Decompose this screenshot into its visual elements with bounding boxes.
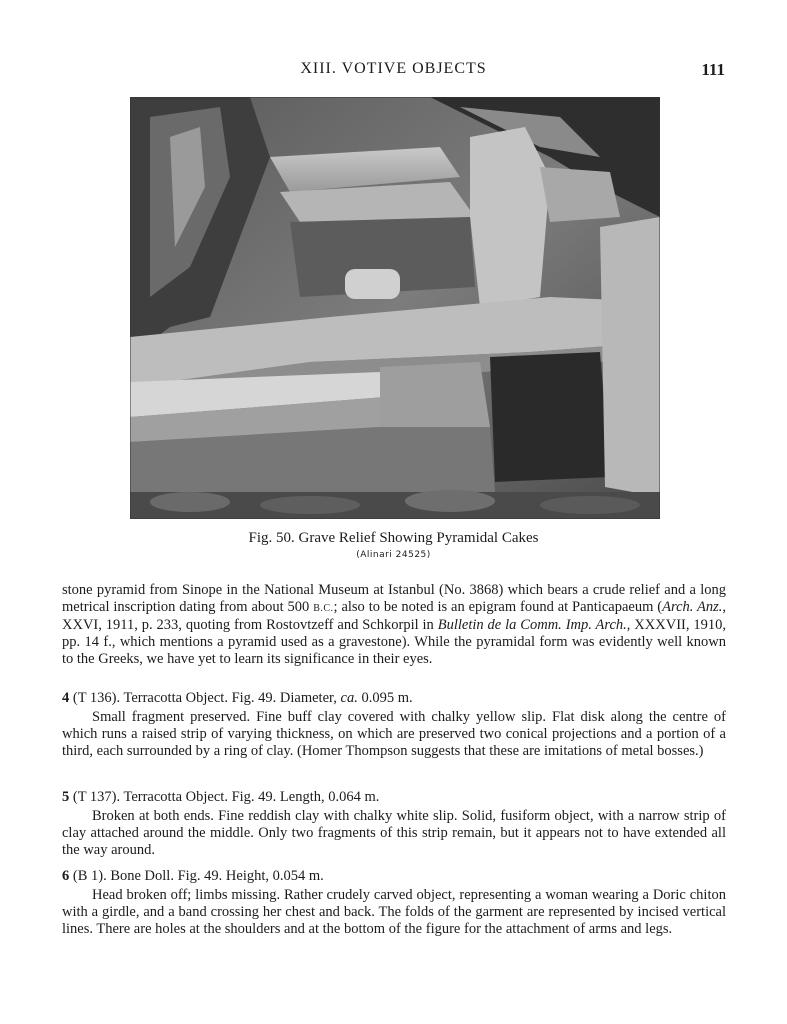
entry-number: 5 (62, 789, 70, 805)
entry-number: 6 (62, 868, 70, 884)
intro-text-3: , XXVI, 1911, p. 233, quoting from Rostovtzeff and Schkorpil in (62, 599, 726, 633)
intro-paragraph (62, 582, 726, 668)
entry-description: Broken at both ends. Fine reddish clay with chalky white slip. Solid, fusiform object, with a narrow strip of clay attached around the middle. Only two fragments of this strip remain, but it appears not to have extended all the way around. (62, 808, 726, 858)
entry-heading-end: 0.095 m. (357, 690, 413, 706)
page-number: 111 (701, 60, 725, 79)
entry-heading: (B 1). Bone Doll. Fig. 49. Height, 0.054 m. (69, 868, 324, 884)
intro-text-2: ; also to be noted is an epigram found at Panticapaeum ( (333, 599, 663, 615)
intro-bc: B.C. (313, 603, 334, 614)
catalogue-entry-5 (62, 789, 726, 859)
intro-text-4: , XXXVII, 1910, pp. 14 f., which mentions a pyramid used as a gravestone). While the pyramidal form was evidently well known to the Greeks, we have yet to learn its significance in their eyes. (62, 617, 727, 667)
entry-heading: (T 137). Terracotta Object. Fig. 49. Length, 0.064 m. (69, 789, 380, 805)
figure-caption: Fig. 50. Grave Relief Showing Pyramidal Cakes (248, 530, 539, 546)
intro-ref-bulletin: Bulletin de la Comm. Imp. Arch. (437, 617, 627, 633)
catalogue-entry-4 (62, 690, 726, 760)
figure-credit: (Alinari 24525) (356, 550, 431, 560)
entry-heading-ca: ca. (340, 690, 358, 706)
entry-description: Head broken off; limbs missing. Rather crudely carved object, representing a woman wearing a Doric chiton with a girdle, and a band crossing her chest and back. The folds of the garment are represented by incised vertical lines. There are holes at the shoulders and at the bottom of the figure for the attachment of arms and legs. (62, 887, 726, 937)
entry-heading: (T 136). Terracotta Object. Fig. 49. Diameter, (69, 690, 341, 706)
grave-relief-photo (130, 97, 660, 519)
running-head (0, 60, 787, 82)
intro-ref-arch-anz: Arch. Anz. (662, 599, 723, 615)
entry-description: Small fragment preserved. Fine buff clay covered with chalky yellow slip. Flat disk along the centre of which runs a raised strip of varying thickness, on which are preserved two conical projections and a portion of a third, each surrounded by a ring of clay. (Homer Thompson suggests that these are imitations of metal bosses.) (62, 709, 726, 759)
intro-text-1: stone pyramid from Sinope in the National Museum at Istanbul (No. 3868) which bears a crude relief and a long metrical inscription dating from about 500 (62, 582, 726, 615)
catalogue-entry-6 (62, 868, 726, 938)
entry-number: 4 (62, 690, 70, 706)
running-title: XIII. VOTIVE OBJECTS (300, 60, 487, 77)
